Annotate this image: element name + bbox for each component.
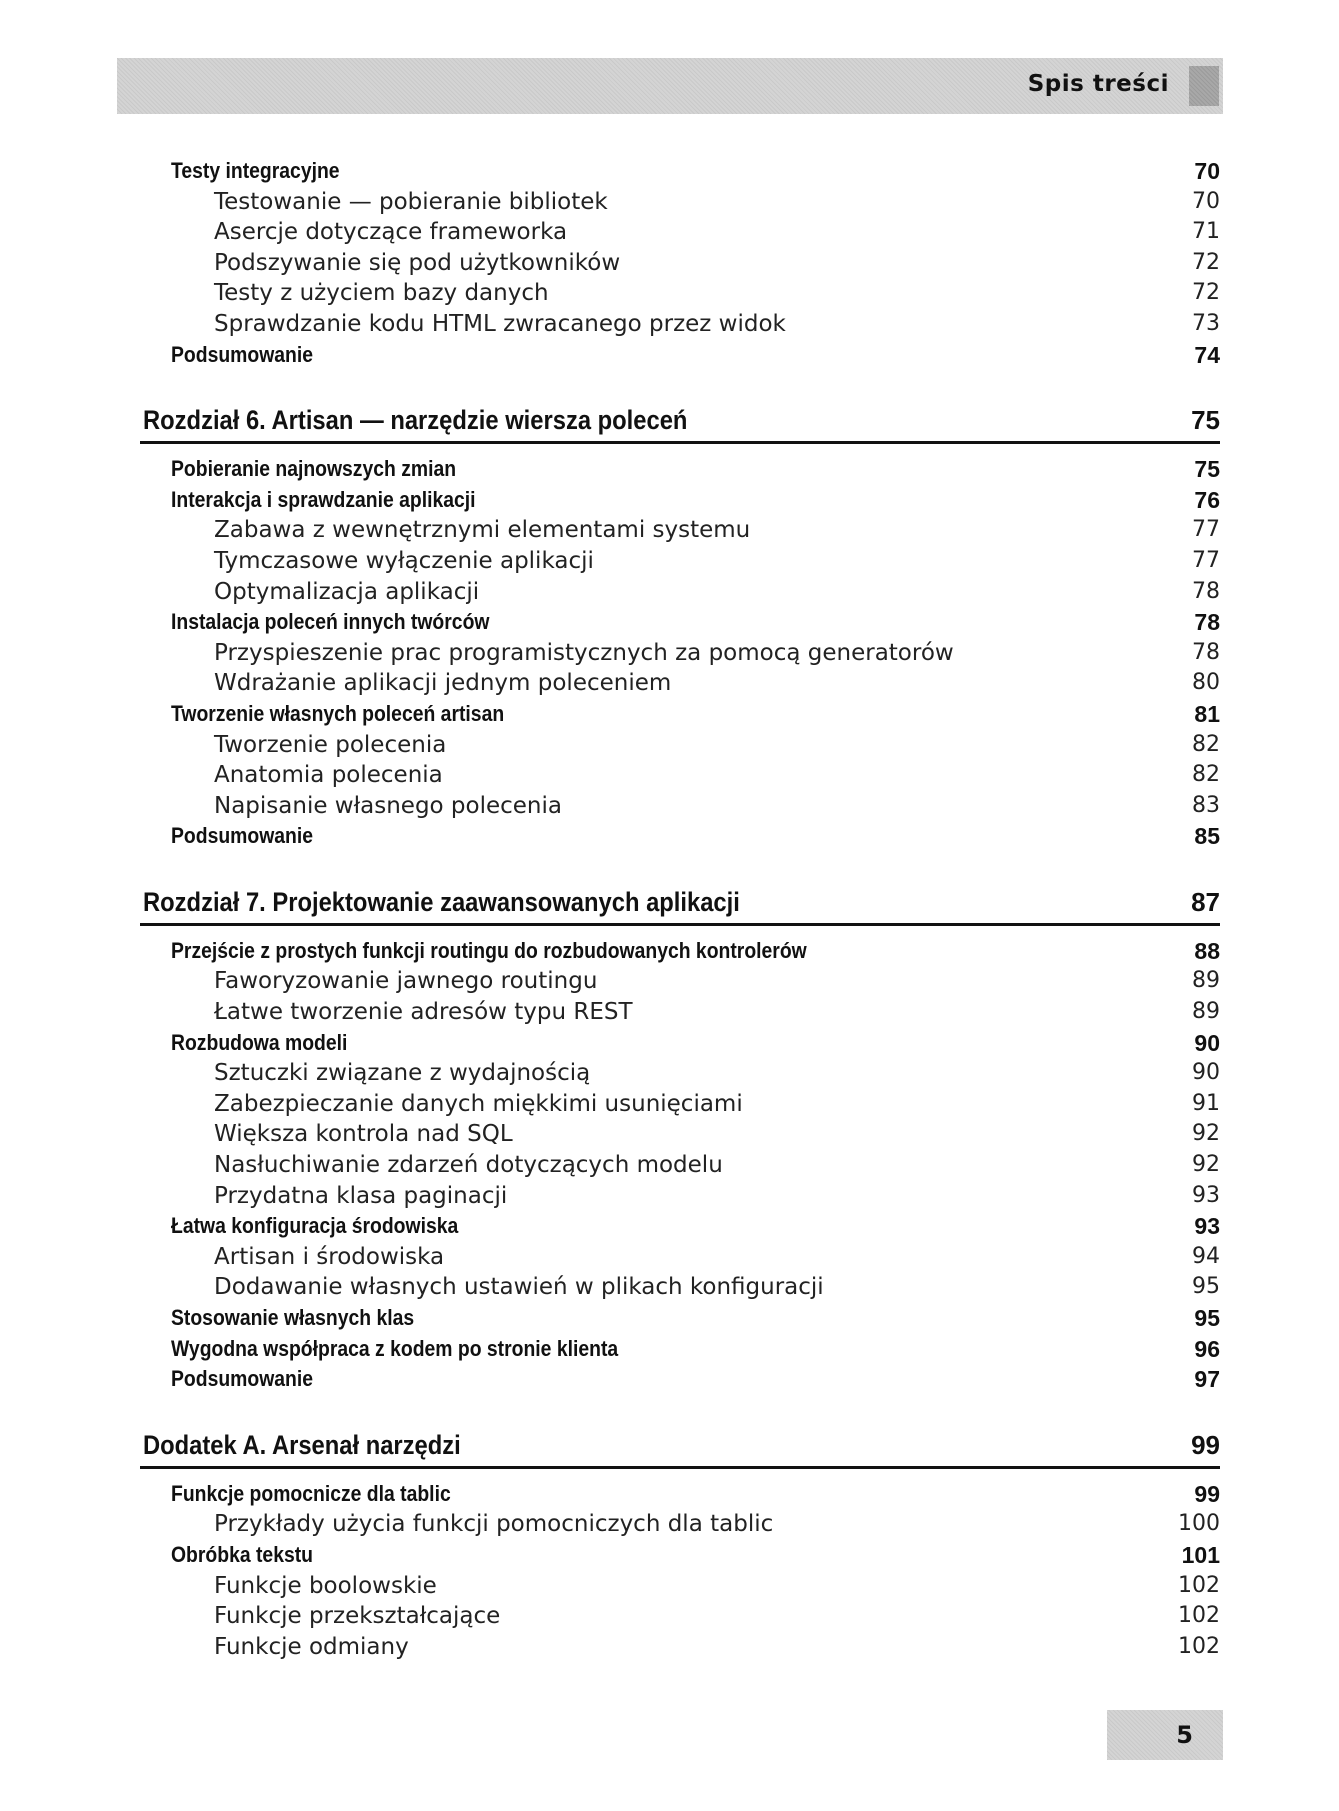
- toc-entry-page: 74: [1194, 341, 1220, 368]
- toc-entry-page: 82: [1192, 731, 1220, 757]
- toc-chapter-heading: [140, 1412, 1220, 1469]
- toc-subsection-entry: [140, 668, 1220, 699]
- toc-entry-page: 99: [1191, 1429, 1220, 1460]
- toc-entry-page: 92: [1192, 1152, 1220, 1178]
- toc-subsection-entry: [140, 791, 1220, 822]
- toc-entry-page: 90: [1192, 1060, 1220, 1086]
- toc-entry-title: Anatomia polecenia: [214, 762, 443, 789]
- toc-entry-title: Funkcje odmiany: [214, 1633, 409, 1660]
- toc-subsection-entry: [140, 966, 1220, 997]
- toc-entry-title: Podszywanie się pod użytkowników: [214, 249, 621, 276]
- toc-entry-title: Interakcja i sprawdzanie aplikacji: [171, 486, 476, 512]
- toc-entry-page: 91: [1192, 1090, 1220, 1116]
- toc-entry-title: Rozdział 7. Projektowanie zaawansowanych aplikacji: [143, 886, 740, 917]
- toc-entry-title: Funkcje przekształcające: [214, 1603, 501, 1630]
- toc-entry-title: Rozdział 6. Artisan — narzędzie wiersza poleceń: [143, 405, 688, 436]
- toc-chapter-heading: [140, 869, 1220, 926]
- toc-entry-page: 81: [1194, 700, 1220, 727]
- toc-entry-page: 72: [1192, 280, 1220, 306]
- toc-entry-title: Łatwa konfiguracja środowiska: [171, 1213, 459, 1239]
- table-of-contents: [140, 156, 1220, 1662]
- toc-section-entry: [140, 821, 1220, 852]
- toc-entry-page: 93: [1194, 1213, 1220, 1240]
- toc-entry-title: Podsumowanie: [171, 341, 313, 367]
- toc-subsection-entry: [140, 760, 1220, 791]
- toc-entry-page: 89: [1192, 968, 1220, 994]
- toc-entry-page: 78: [1192, 639, 1220, 665]
- toc-entry-title: Tworzenie polecenia: [214, 731, 447, 758]
- toc-entry-page: 102: [1178, 1572, 1220, 1598]
- toc-entry-title: Dodawanie własnych ustawień w plikach konfiguracji: [214, 1274, 824, 1301]
- toc-entry-page: 77: [1192, 547, 1220, 573]
- toc-section-entry: [140, 1540, 1220, 1571]
- toc-entry-page: 72: [1192, 249, 1220, 275]
- toc-entry-page: 101: [1181, 1541, 1220, 1568]
- toc-section-entry: [140, 1479, 1220, 1510]
- toc-entry-title: Przejście z prostych funkcji routingu do rozbudowanych kontrolerów: [171, 937, 807, 963]
- toc-subsection-entry: [140, 730, 1220, 761]
- toc-entry-title: Tymczasowe wyłączenie aplikacji: [214, 547, 594, 574]
- page-footer: [1107, 1710, 1223, 1760]
- toc-entry-page: 94: [1192, 1243, 1220, 1269]
- toc-entry-page: 78: [1194, 609, 1220, 636]
- toc-section-entry: [140, 936, 1220, 967]
- toc-entry-page: 87: [1191, 886, 1220, 917]
- toc-subsection-entry: [140, 1119, 1220, 1150]
- toc-subsection-entry: [140, 1632, 1220, 1663]
- toc-entry-title: Stosowanie własnych klas: [171, 1305, 415, 1330]
- toc-chapter-heading: [140, 387, 1220, 444]
- toc-entry-page: 93: [1192, 1182, 1220, 1208]
- toc-subsection-entry: [140, 309, 1220, 340]
- toc-entry-page: 76: [1194, 486, 1220, 513]
- toc-entry-title: Napisanie własnego polecenia: [214, 792, 562, 819]
- toc-section-entry: [140, 1028, 1220, 1059]
- running-header: [117, 58, 1223, 114]
- toc-entry-page: 75: [1194, 456, 1220, 483]
- toc-entry-title: Zabawa z wewnętrznymi elementami systemu: [214, 517, 751, 544]
- toc-subsection-entry: [140, 997, 1220, 1028]
- toc-entry-title: Pobieranie najnowszych zmian: [171, 456, 457, 482]
- toc-entry-page: 71: [1192, 219, 1220, 245]
- toc-subsection-entry: [140, 217, 1220, 248]
- toc-entry-page: 96: [1194, 1335, 1220, 1362]
- toc-entry-page: 95: [1194, 1305, 1220, 1331]
- toc-entry-title: Optymalizacja aplikacji: [214, 578, 480, 605]
- toc-subsection-entry: [140, 248, 1220, 279]
- toc-entry-title: Sprawdzanie kodu HTML zwracanego przez widok: [214, 310, 786, 337]
- toc-entry-page: 85: [1194, 823, 1220, 850]
- toc-entry-page: 70: [1194, 158, 1220, 184]
- toc-entry-page: 77: [1192, 517, 1220, 543]
- toc-entry-page: 80: [1192, 670, 1220, 696]
- toc-entry-title: Rozbudowa modeli: [171, 1029, 348, 1055]
- toc-entry-page: 73: [1192, 310, 1220, 336]
- toc-section-entry: [140, 607, 1220, 638]
- toc-subsection-entry: [140, 1058, 1220, 1089]
- toc-subsection-entry: [140, 1272, 1220, 1303]
- toc-entry-title: Testy z użyciem bazy danych: [214, 280, 549, 307]
- toc-entry-title: Przykłady użycia funkcji pomocniczych dla tablic: [214, 1511, 774, 1538]
- toc-entry-title: Wdrażanie aplikacji jednym poleceniem: [214, 670, 672, 697]
- toc-entry-page: 88: [1194, 937, 1220, 964]
- toc-entry-title: Funkcje boolowskie: [214, 1572, 437, 1599]
- page-number: 5: [1176, 1721, 1193, 1749]
- toc-entry-title: Większa kontrola nad SQL: [214, 1121, 513, 1148]
- toc-section-entry: [140, 1334, 1220, 1365]
- toc-entry-page: 78: [1192, 578, 1220, 604]
- toc-entry-title: Sztuczki związane z wydajnością: [214, 1060, 591, 1087]
- toc-entry-page: 83: [1192, 792, 1220, 818]
- toc-entry-title: Testowanie — pobieranie bibliotek: [214, 188, 608, 215]
- toc-entry-title: Dodatek A. Arsenał narzędzi: [143, 1429, 461, 1460]
- toc-entry-title: Przyspieszenie prac programistycznych za pomocą generatorów: [214, 639, 954, 666]
- toc-entry-title: Zabezpieczanie danych miękkimi usunięciami: [214, 1090, 743, 1117]
- toc-section-entry: [140, 340, 1220, 371]
- toc-subsection-entry: [140, 1150, 1220, 1181]
- toc-entry-title: Instalacja poleceń innych twórców: [171, 609, 490, 635]
- toc-entry-page: 102: [1178, 1633, 1220, 1659]
- toc-entry-title: Podsumowanie: [171, 1366, 313, 1392]
- toc-entry-page: 75: [1191, 405, 1220, 436]
- toc-subsection-entry: [140, 1242, 1220, 1273]
- toc-section-entry: [140, 699, 1220, 730]
- toc-entry-page: 100: [1178, 1511, 1220, 1537]
- toc-subsection-entry: [140, 1181, 1220, 1212]
- toc-entry-page: 92: [1192, 1121, 1220, 1147]
- toc-subsection-entry: [140, 187, 1220, 218]
- toc-entry-title: Nasłuchiwanie zdarzeń dotyczących modelu: [214, 1152, 723, 1179]
- toc-entry-page: 95: [1192, 1274, 1220, 1300]
- toc-entry-title: Artisan i środowiska: [214, 1243, 445, 1270]
- toc-entry-title: Faworyzowanie jawnego routingu: [214, 968, 598, 995]
- toc-entry-page: 99: [1194, 1480, 1220, 1507]
- toc-subsection-entry: [140, 1601, 1220, 1632]
- toc-subsection-entry: [140, 515, 1220, 546]
- toc-entry-title: Testy integracyjne: [171, 158, 340, 183]
- toc-section-entry: [140, 454, 1220, 485]
- toc-entry-page: 82: [1192, 762, 1220, 788]
- toc-entry-page: 102: [1178, 1603, 1220, 1629]
- toc-entry-title: Podsumowanie: [171, 823, 313, 849]
- toc-entry-page: 89: [1192, 999, 1220, 1025]
- toc-entry-title: Obróbka tekstu: [171, 1541, 314, 1567]
- toc-entry-title: Funkcje pomocnicze dla tablic: [171, 1480, 451, 1506]
- toc-entry-page: 70: [1192, 188, 1220, 214]
- toc-entry-title: Wygodna współpraca z kodem po stronie klienta: [171, 1335, 619, 1361]
- toc-section-entry: [140, 1364, 1220, 1395]
- toc-subsection-entry: [140, 1571, 1220, 1602]
- header-tab-marker: [1189, 66, 1219, 106]
- toc-subsection-entry: [140, 1509, 1220, 1540]
- toc-section-entry: [140, 156, 1220, 187]
- toc-entry-page: 97: [1194, 1366, 1220, 1393]
- toc-entry-title: Przydatna klasa paginacji: [214, 1182, 508, 1209]
- toc-entry-title: Asercje dotyczące frameworka: [214, 219, 568, 246]
- running-header-title: Spis treści: [1027, 71, 1169, 97]
- toc-section-entry: [140, 1211, 1220, 1242]
- toc-entry-title: Tworzenie własnych poleceń artisan: [171, 700, 505, 726]
- toc-section-entry: [140, 485, 1220, 516]
- toc-subsection-entry: [140, 546, 1220, 577]
- toc-subsection-entry: [140, 278, 1220, 309]
- toc-entry-title: Łatwe tworzenie adresów typu REST: [214, 999, 633, 1026]
- toc-subsection-entry: [140, 1089, 1220, 1120]
- toc-subsection-entry: [140, 638, 1220, 669]
- toc-section-entry: [140, 1303, 1220, 1334]
- toc-entry-page: 90: [1194, 1029, 1220, 1056]
- toc-subsection-entry: [140, 577, 1220, 608]
